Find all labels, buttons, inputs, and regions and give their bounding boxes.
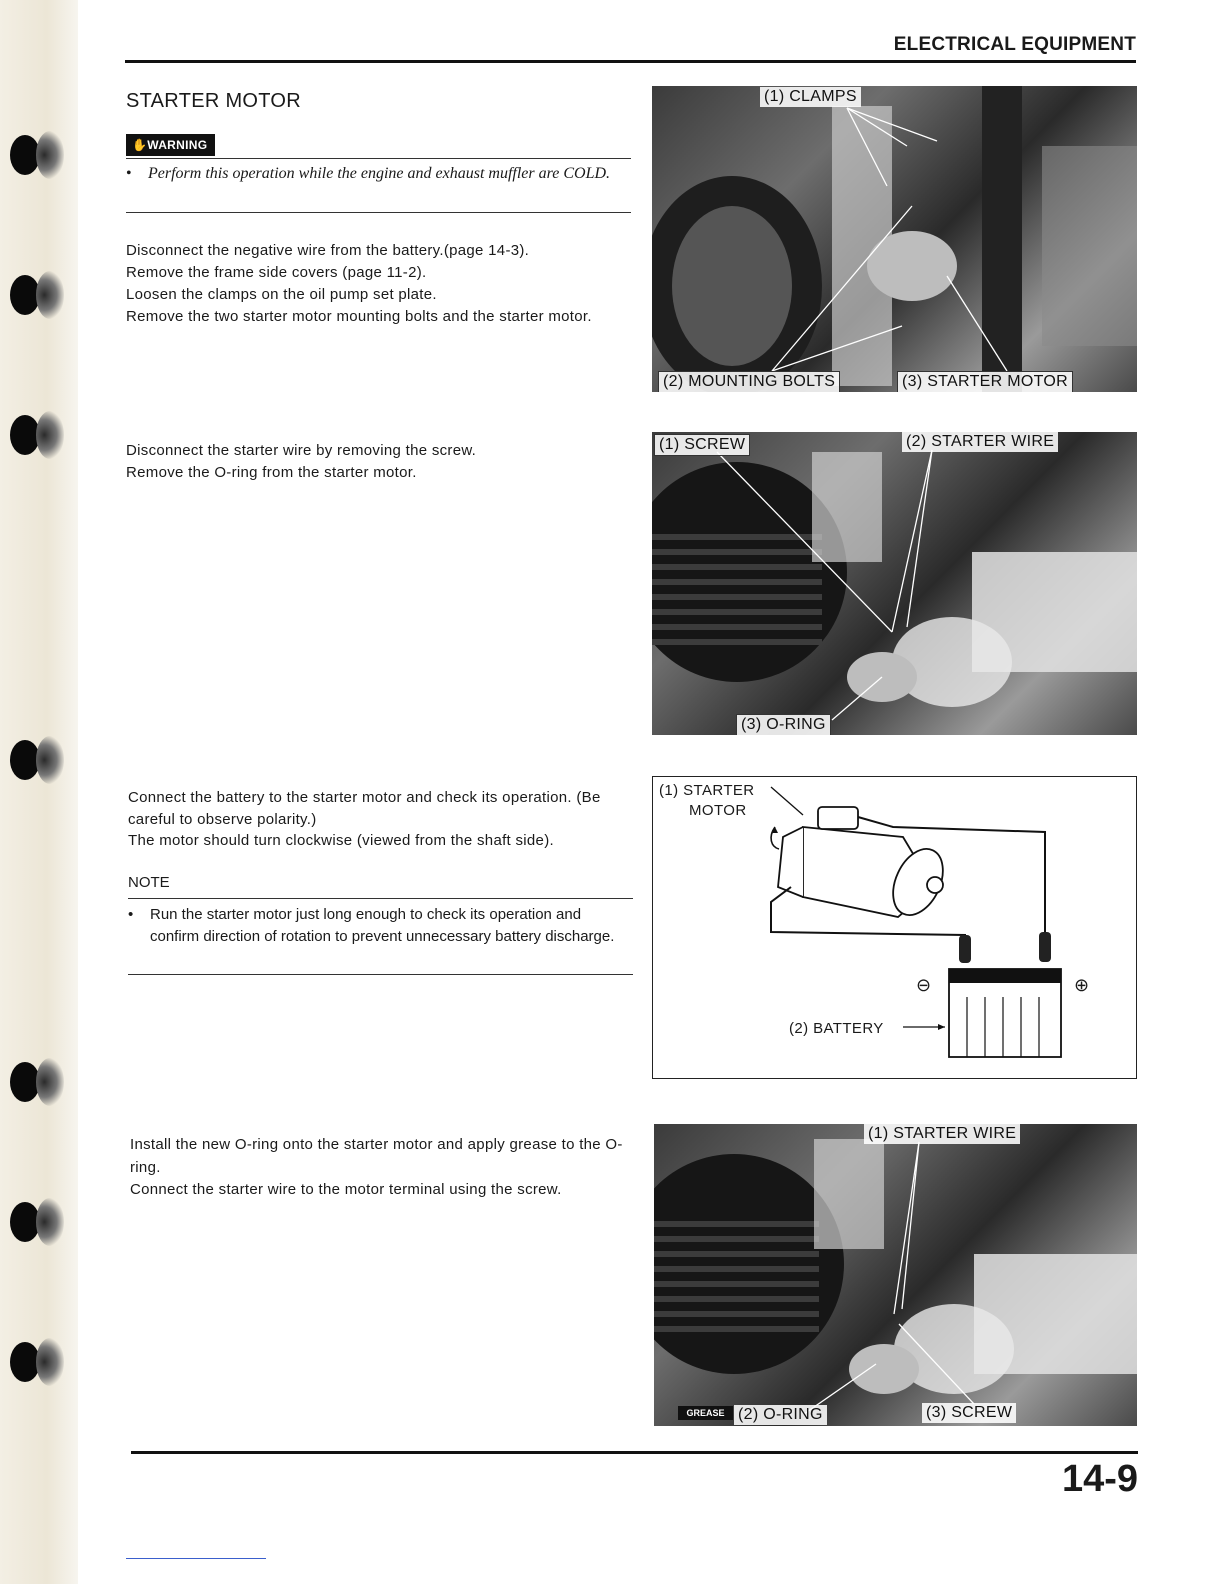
section-header: ELECTRICAL EQUIPMENT bbox=[893, 34, 1136, 55]
callout-starter-wire: (1) STARTER WIRE bbox=[864, 1124, 1020, 1144]
figure-battery-test-diagram bbox=[652, 776, 1137, 1079]
footer-rule bbox=[131, 1451, 1138, 1454]
bottom-underline bbox=[126, 1558, 266, 1559]
warning-hand-icon: ✋ bbox=[132, 138, 148, 152]
callout-o-ring: (2) O-RING bbox=[734, 1405, 827, 1425]
step2-line: Remove the O-ring from the starter motor. bbox=[126, 464, 417, 481]
step2-line: Disconnect the starter wire by removing the screw. bbox=[126, 442, 477, 459]
note-text: • Run the starter motor just long enough to check its operation and confirm direction of rotation to prevent unnecessary battery discharge. bbox=[128, 904, 633, 947]
callout-screw: (3) SCREW bbox=[922, 1403, 1016, 1423]
warning-text-body: Perform this operation while the engine and exhaust muffler are COLD. bbox=[148, 165, 611, 182]
header-rule bbox=[125, 60, 1136, 63]
page-title: STARTER MOTOR bbox=[126, 90, 302, 112]
label-starter-motor-line1: (1) STARTER bbox=[659, 782, 755, 799]
figure-starter-wire-removal-photo bbox=[652, 432, 1137, 735]
step3-text bbox=[128, 787, 633, 852]
plus-terminal-icon: ⊕ bbox=[1074, 975, 1090, 995]
callout-starter-wire: (2) STARTER WIRE bbox=[902, 432, 1058, 452]
binder-hole bbox=[10, 740, 40, 780]
divider bbox=[126, 212, 631, 213]
figure-starter-wire-install-photo bbox=[654, 1124, 1137, 1426]
step3-line: Connect the battery to the starter motor and check its operation. (Be careful to observe polarity.) bbox=[128, 789, 601, 828]
note-text-body: Run the starter motor just long enough to check its operation and confirm direction of rotation to prevent unnecessary battery discharge. bbox=[150, 906, 615, 945]
warning-badge bbox=[126, 134, 215, 156]
divider bbox=[128, 898, 633, 899]
binder-hole bbox=[10, 135, 40, 175]
binder-hole bbox=[10, 1342, 40, 1382]
label-starter-motor-line2: MOTOR bbox=[689, 802, 747, 819]
grease-icon: GREASE bbox=[678, 1406, 733, 1420]
warning-label: WARNING bbox=[147, 138, 208, 152]
step2-text bbox=[126, 440, 631, 484]
note-label: NOTE bbox=[128, 874, 170, 891]
callout-clamps: (1) CLAMPS bbox=[760, 87, 861, 107]
figure-starter-motor-removal-photo bbox=[652, 86, 1137, 392]
page-number: 14-9 bbox=[1061, 1458, 1138, 1500]
binder-hole bbox=[10, 415, 40, 455]
callout-screw: (1) SCREW bbox=[654, 434, 750, 456]
binder-hole bbox=[10, 1062, 40, 1102]
step4-text bbox=[130, 1134, 635, 1202]
step3-line: The motor should turn clockwise (viewed from the shaft side). bbox=[128, 832, 554, 849]
divider bbox=[128, 974, 633, 975]
step1-line: Loosen the clamps on the oil pump set plate. bbox=[126, 286, 437, 303]
step4-line: Install the new O-ring onto the starter motor and apply grease to the O-ring. bbox=[130, 1136, 623, 1176]
callout-mounting-bolts: (2) MOUNTING BOLTS bbox=[658, 371, 840, 392]
callout-starter-motor: (3) STARTER MOTOR bbox=[897, 371, 1073, 392]
binder-hole bbox=[10, 275, 40, 315]
warning-text: • Perform this operation while the engine and exhaust muffler are COLD. bbox=[126, 163, 631, 185]
step1-line: Remove the frame side covers (page 11-2). bbox=[126, 264, 427, 281]
label-battery: (2) BATTERY bbox=[789, 1020, 884, 1037]
callout-o-ring: (3) O-RING bbox=[736, 714, 831, 735]
divider bbox=[126, 158, 631, 159]
step1-text bbox=[126, 240, 631, 328]
minus-terminal-icon: ⊖ bbox=[916, 975, 932, 995]
step4-line: Connect the starter wire to the motor terminal using the screw. bbox=[130, 1181, 562, 1198]
step1-line: Disconnect the negative wire from the battery.(page 14-3). bbox=[126, 242, 530, 259]
step1-line: Remove the two starter motor mounting bolts and the starter motor. bbox=[126, 308, 592, 325]
binder-hole bbox=[10, 1202, 40, 1242]
